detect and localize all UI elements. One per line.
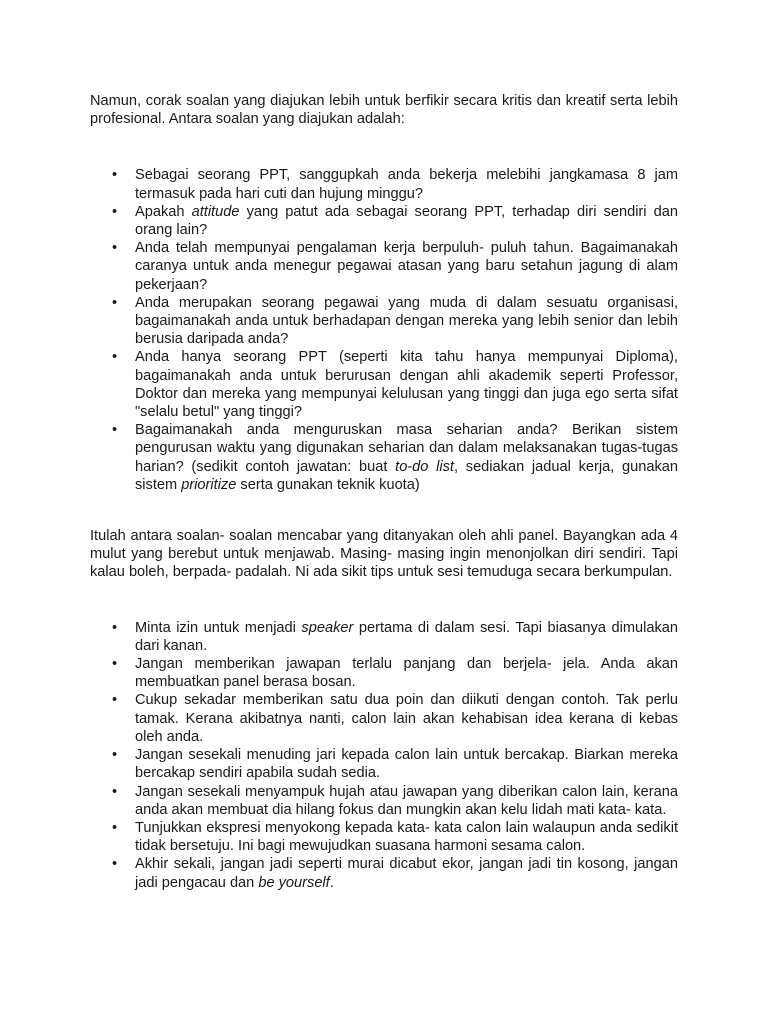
item-text: , sediakan jadual kerja, gunakan sistem: [135, 458, 679, 493]
list-item: • Anda hanya seorang PPT (seperti kita tahu hanya mempunyai Diploma), bagaimanakah anda untuk berurusan dengan ahli akademik seperti Professor, Doktor dan mereka yang mempunyai kelulusan yang tinggi dan juga ego serta sifat "selalu betul" yang tinggi?: [90, 348, 678, 421]
item-text: pertama di dalam sesi. Tapi biasanya dimulakan dari kanan.: [135, 619, 678, 654]
spacer: [90, 494, 678, 527]
spacer: [90, 582, 678, 619]
intro-paragraph: Namun, corak soalan yang diajukan lebih untuk berfikir secara kritis dan kreatif serta lebih profesional. Antara soalan yang diajukan adalah:: [90, 93, 678, 128]
emphasis-text: to-do list: [395, 458, 454, 475]
spacer: [90, 128, 678, 166]
item-text: yang patut ada sebagai seorang PPT, terhadap diri sendiri dan orang lain?: [135, 203, 678, 239]
list-item: [90, 421, 678, 494]
item-text: serta gunakan teknik kuota): [236, 476, 420, 493]
list-item: [90, 619, 678, 655]
list-item: [90, 855, 678, 891]
list-item: • Sebagai seorang PPT, sanggupkah anda bekerja melebihi jangkamasa 8 jam termasuk pada hari cuti dan hujung minggu?: [90, 166, 678, 202]
item-text: Akhir sekali, jangan jadi seperti murai dicabut ekor, jangan jadi tin kosong, jangan jadi pengacau dan: [135, 856, 678, 891]
list-item: • Jangan memberikan jawapan terlalu panjang dan berjela- jela. Anda akan membuatkan panel berasa bosan.: [90, 655, 678, 691]
item-text: Minta izin untuk menjadi: [135, 619, 302, 636]
document-page: [90, 92, 678, 892]
list-item: [90, 203, 678, 239]
list-item: • Jangan sesekali menyampuk hujah atau jawapan yang diberikan calon lain, kerana anda akan membuat dia hilang fokus dan mungkin akan kelu lidah mati kata- kata.: [90, 783, 678, 819]
emphasis-text: attitude: [191, 203, 240, 220]
emphasis-text: speaker: [301, 619, 354, 636]
emphasis-text: be yourself: [258, 874, 330, 891]
list-item: • Cukup sekadar memberikan satu dua poin dan diikuti dengan contoh. Tak perlu tamak. Kerana akibatnya nanti, calon lain akan kehabisan idea kerana di kebas oleh anda.: [90, 691, 678, 746]
list-item: • Jangan sesekali menuding jari kepada calon lain untuk bercakap. Biarkan mereka bercakap sendiri apabila sudah sedia.: [90, 746, 678, 782]
middle-paragraph: Itulah antara soalan- soalan mencabar yang ditanyakan oleh ahli panel. Bayangkan ada 4 mulut yang berebut untuk menjawab. Masing- masing ingin menonjolkan diri sendiri. Tapi kalau boleh, berpada- padalah. Ni ada sikit tips untuk sesi temuduga secara berkumpulan.: [90, 528, 678, 581]
item-text: .: [329, 874, 334, 891]
list-item: • Anda telah mempunyai pengalaman kerja berpuluh- puluh tahun. Bagaimanakah caranya untuk anda menegur pegawai atasan yang baru setahun jagung di alam pekerjaan?: [90, 239, 678, 294]
questions-list: [90, 166, 678, 494]
tips-list: [90, 619, 678, 892]
list-item: • Anda merupakan seorang pegawai yang muda di dalam sesuatu organisasi, bagaimanakah anda untuk berhadapan dengan mereka yang lebih senior dan lebih berusia daripada anda?: [90, 294, 678, 349]
list-item: • Tunjukkan ekspresi menyokong kepada kata- kata calon lain walaupun anda sedikit tidak bersetuju. Ini bagi mewujudkan suasana harmoni sesama calon.: [90, 819, 678, 855]
item-text: Apakah: [135, 203, 192, 220]
emphasis-text: prioritize: [181, 476, 237, 493]
item-text: Bagaimanakah anda menguruskan masa seharian anda? Berikan sistem pengurusan waktu yang digunakan seharian dan dalam melaksanakan tugas-tugas harian? (sedikit contoh jawatan: buat: [135, 422, 678, 475]
